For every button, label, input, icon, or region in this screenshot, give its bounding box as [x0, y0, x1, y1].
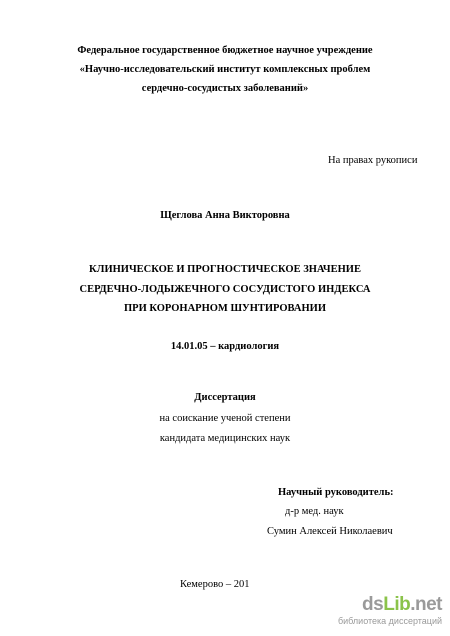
watermark-logo	[362, 594, 442, 616]
city-year: Кемерово – 201	[180, 579, 250, 590]
dissertation-line-1: на соискание ученой степени	[159, 413, 291, 424]
supervisor-name: Сумин Алексей Николаевич	[267, 526, 393, 537]
title-line-1: КЛИНИЧЕСКОЕ И ПРОГНОСТИЧЕСКОЕ ЗНАЧЕНИЕ	[89, 264, 361, 275]
title-line-3: ПРИ КОРОНАРНОМ ШУНТИРОВАНИИ	[124, 303, 326, 314]
institution-line-1: Федеральное государственное бюджетное научное учреждение	[77, 45, 373, 56]
watermark	[330, 594, 442, 632]
watermark-lib: Lib	[383, 594, 411, 615]
title-line-2: СЕРДЕЧНО-ЛОДЫЖЕЧНОГО СОСУДИСТОГО ИНДЕКСА	[79, 284, 371, 295]
supervisor-label: Научный руководитель:	[278, 487, 394, 498]
watermark-subtitle: библиотека диссертаций	[337, 616, 442, 626]
supervisor-degree: д-р мед. наук	[285, 506, 344, 517]
watermark-ds: ds	[362, 594, 384, 615]
dissertation-label: Диссертация	[194, 392, 256, 403]
specialty: 14.01.05 – кардиология	[170, 341, 280, 352]
rights-notice: На правах рукописи	[328, 155, 418, 166]
watermark-net: .net	[410, 594, 442, 615]
dissertation-line-2: кандидата медицинских наук	[159, 433, 291, 444]
author-name: Щеглова Анна Викторовна	[160, 210, 290, 221]
institution-line-2: «Научно-исследовательский институт комплексных проблем	[79, 64, 371, 75]
institution-line-3: сердечно-сосудистых заболеваний»	[141, 83, 309, 94]
